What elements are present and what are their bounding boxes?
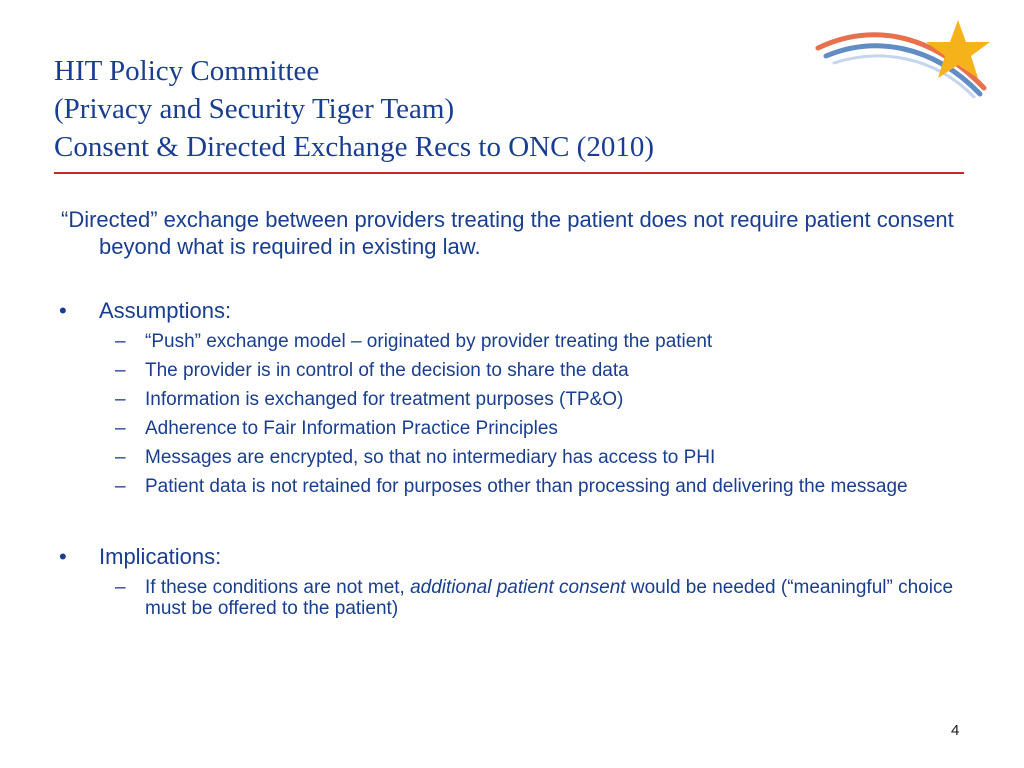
dash-icon: – (115, 418, 126, 439)
title-line-3: Consent & Directed Exchange Recs to ONC (2010) (54, 131, 654, 163)
assumptions-section (54, 297, 974, 497)
list-item (54, 360, 974, 381)
dash-icon: – (115, 447, 126, 468)
implications-heading-text: Implications: (99, 544, 222, 569)
bullet-icon: • (59, 298, 67, 323)
title-line-1: HIT Policy Committee (54, 55, 320, 87)
implication-emphasis: additional patient consent (410, 577, 626, 598)
list-item (54, 476, 974, 497)
implications-section (54, 543, 974, 619)
intro-paragraph: “Directed” exchange between providers treating the patient does not require patient consent beyond what is required in existing law. (61, 207, 954, 259)
section-spacer (54, 505, 974, 543)
list-item (54, 389, 974, 410)
list-item (54, 331, 974, 352)
implications-heading (54, 543, 974, 571)
title-divider (54, 172, 964, 174)
list-item (54, 447, 974, 468)
list-item-text: Messages are encrypted, so that no intermediary has access to PHI (145, 447, 716, 468)
assumptions-heading (54, 297, 974, 325)
dash-icon: – (115, 476, 126, 497)
slide-content (54, 206, 974, 627)
list-item-text: “Push” exchange model – originated by provider treating the patient (145, 331, 713, 352)
dash-icon: – (115, 389, 126, 410)
list-item-text: Patient data is not retained for purposes other than processing and delivering the message (145, 476, 908, 497)
bullet-icon: • (59, 544, 67, 569)
dash-icon: – (115, 360, 126, 381)
dash-icon: – (115, 331, 126, 352)
implications-list (54, 577, 974, 619)
list-item-text: Information is exchanged for treatment purposes (TP&O) (145, 389, 624, 410)
slide-title (54, 52, 884, 166)
title-line-2: (Privacy and Security Tiger Team) (54, 93, 455, 125)
list-item (54, 577, 974, 619)
implication-text-after: would be needed (“meaningful” choice must be offered to the patient) (145, 577, 954, 619)
page-number: 4 (951, 722, 960, 739)
dash-icon: – (115, 577, 126, 598)
list-item-text: Adherence to Fair Information Practice Principles (145, 418, 558, 439)
list-item (54, 418, 974, 439)
implication-text-before: If these conditions are not met, (145, 577, 411, 598)
star-swoosh-logo-icon (808, 14, 998, 98)
assumptions-heading-text: Assumptions: (99, 298, 232, 323)
list-item-text: The provider is in control of the decision to share the data (145, 360, 629, 381)
assumptions-list (54, 331, 974, 497)
